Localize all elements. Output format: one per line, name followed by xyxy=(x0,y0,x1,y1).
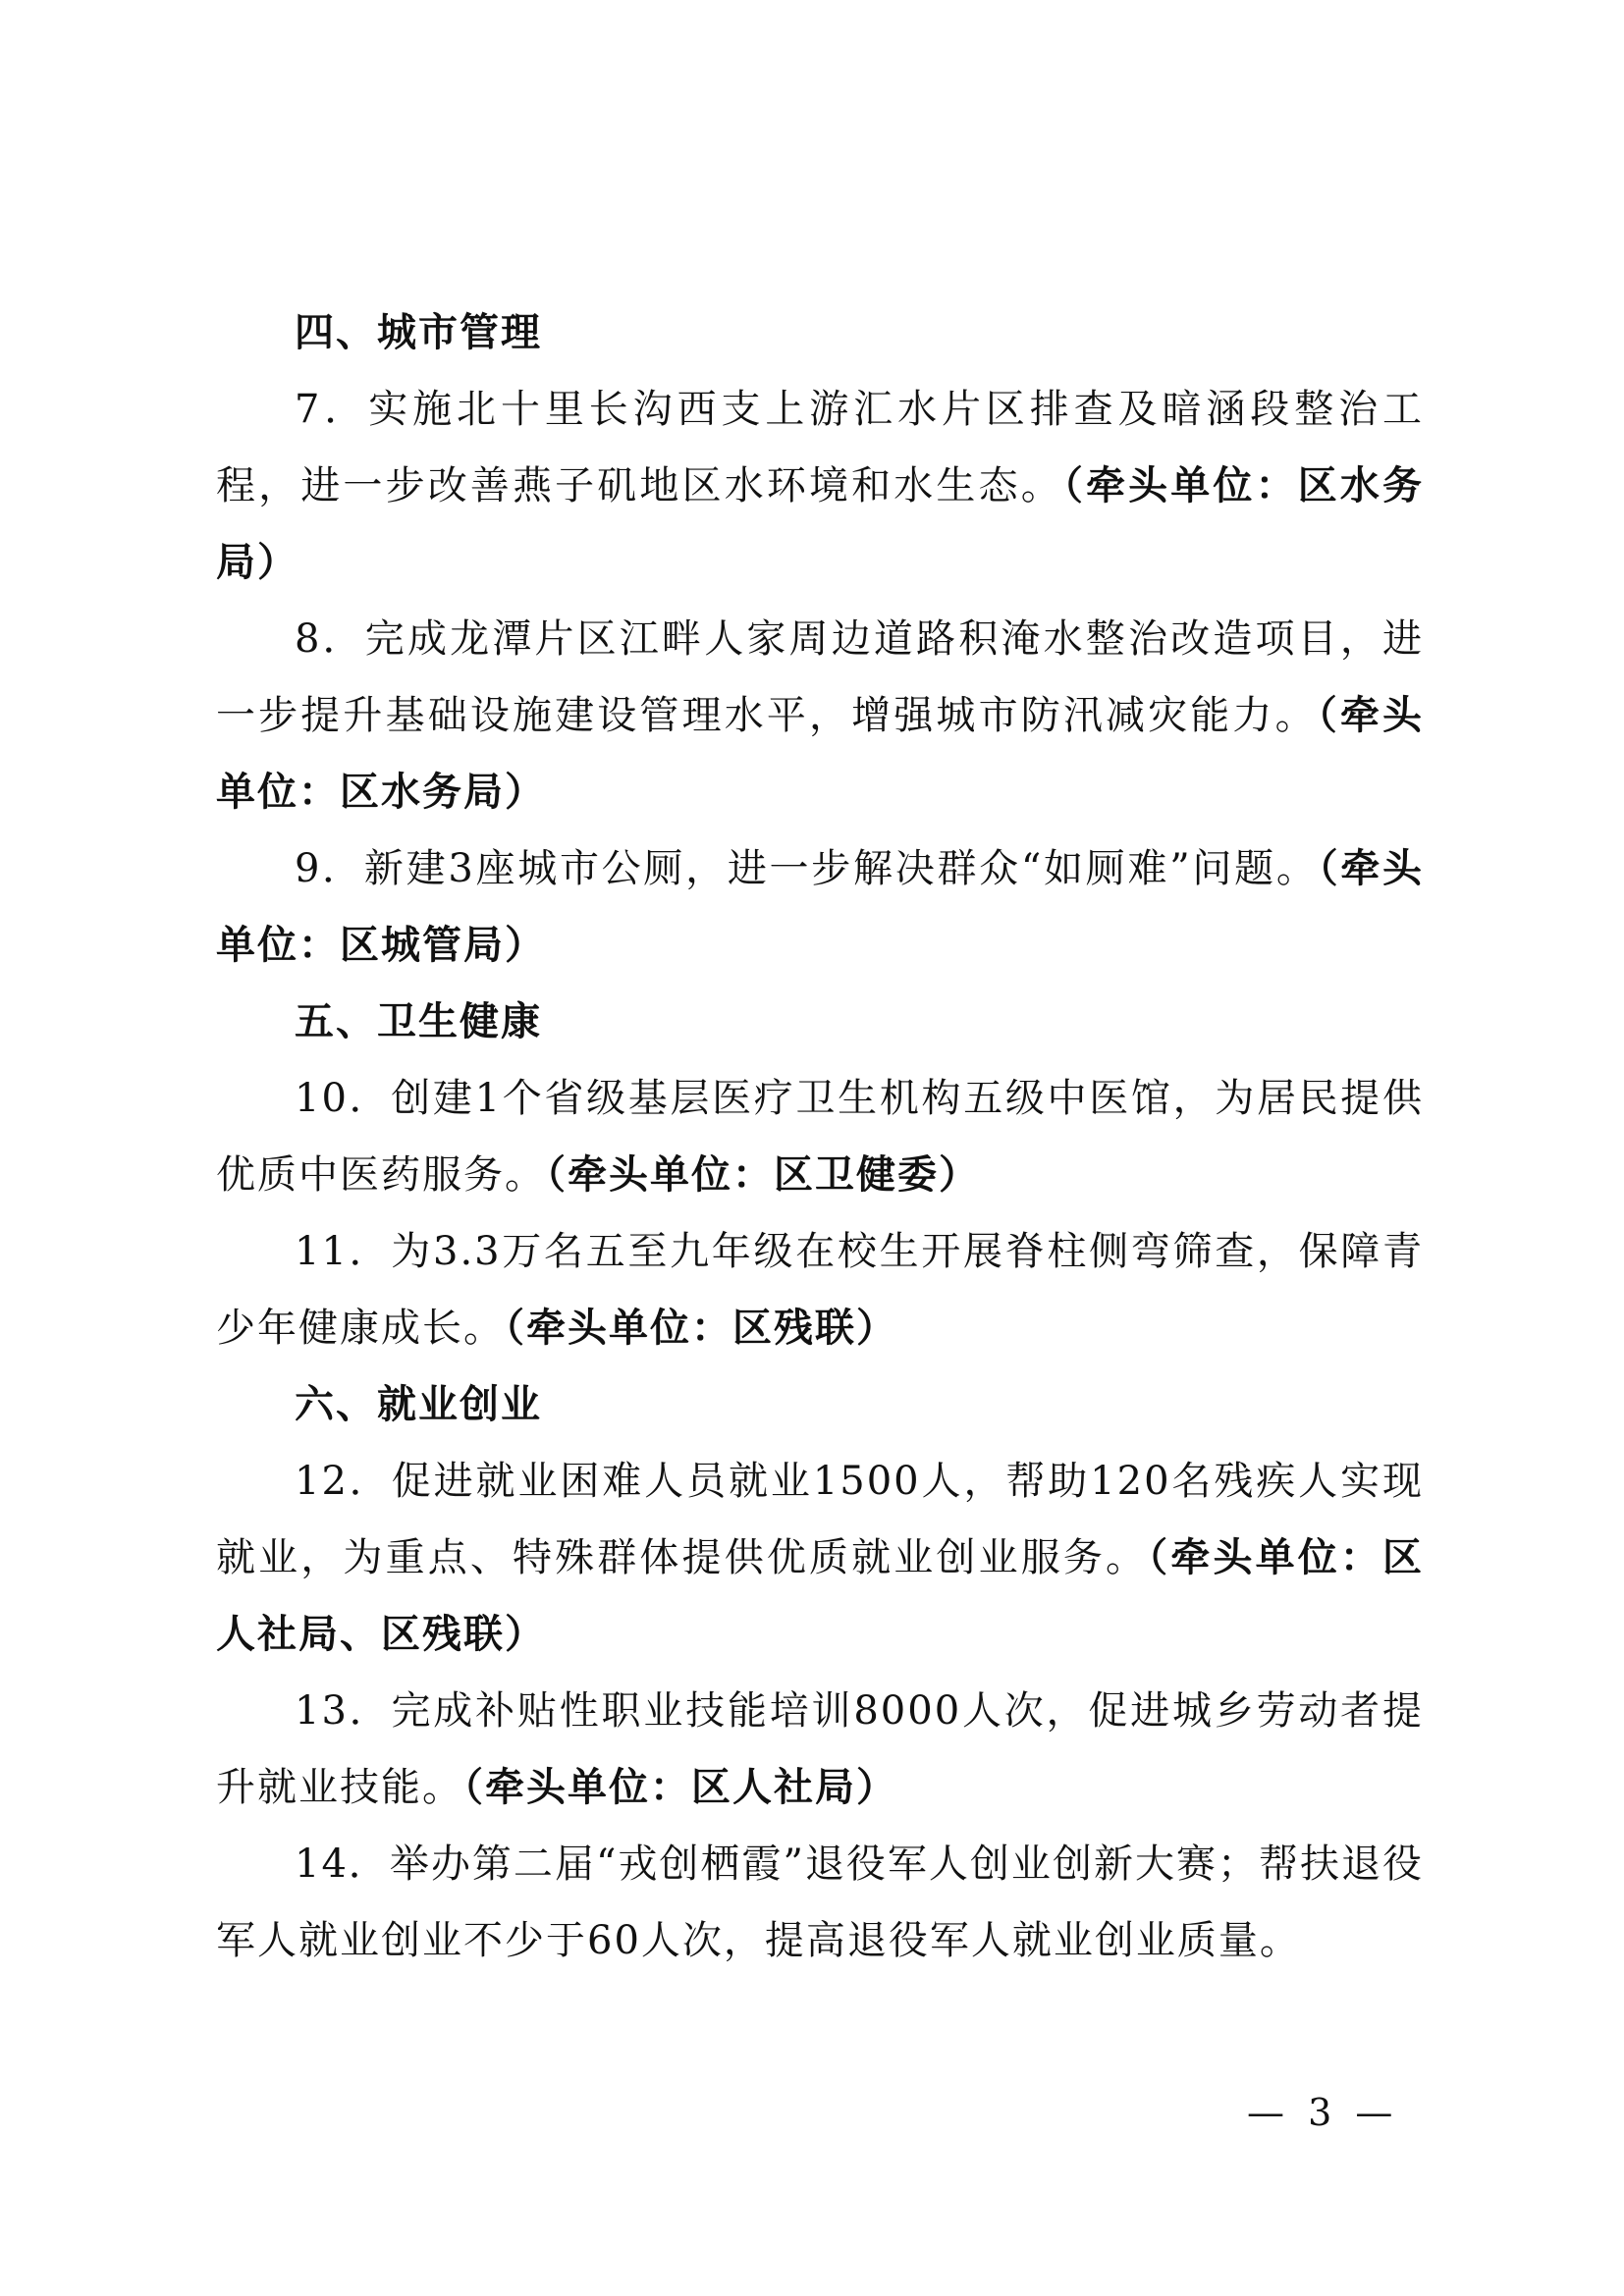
item-text: 9．新建3座城市公厕，进一步解决群众“如厕难”问题。 xyxy=(295,846,1319,891)
list-item xyxy=(216,601,1424,830)
list-item xyxy=(216,371,1424,601)
list-item xyxy=(216,830,1424,984)
item-text: 10．创建1个省级基层医疗卫生机构五级中医馆，为居民提供优质中医药服务。 xyxy=(216,1076,1424,1198)
lead-unit: （牵头单位：区水务局） xyxy=(216,693,1425,815)
lead-unit: （牵头单位：区城管局） xyxy=(216,846,1425,968)
item-text: 14．举办第二届“戎创栖霞”退役军人创业创新大赛；帮扶退役军人就业创业不少于60人次，提高退役军人就业创业质量。 xyxy=(216,1842,1424,1963)
list-item xyxy=(216,1060,1424,1213)
section-heading: 五、卫生健康 xyxy=(295,999,542,1044)
lead-unit: （牵头单位：区人社局、区残联） xyxy=(216,1535,1425,1657)
item-text: 13．完成补贴性职业技能培训8000人次，促进城乡劳动者提升就业技能。 xyxy=(216,1688,1424,1810)
lead-unit: （牵头单位：区人社局） xyxy=(463,1765,897,1810)
list-item xyxy=(216,1826,1424,1979)
lead-unit: （牵头单位：区卫健委） xyxy=(546,1152,980,1198)
lead-unit: （牵头单位：区水务局） xyxy=(216,463,1425,585)
lead-unit: （牵头单位：区残联） xyxy=(505,1306,897,1351)
page-number: — 3 — xyxy=(1247,2091,1399,2134)
item-text: 7．实施北十里长沟西支上游汇水片区排查及暗涵段整治工程，进一步改善燕子矶地区水环境和水生态。 xyxy=(216,387,1424,508)
document-body xyxy=(216,294,1424,1979)
list-item xyxy=(216,1673,1424,1826)
list-item xyxy=(216,1443,1424,1673)
list-item xyxy=(216,1213,1424,1366)
item-text: 12．促进就业困难人员就业1500人，帮助120名残疾人实现就业，为重点、特殊群体提供优质就业创业服务。 xyxy=(216,1459,1424,1580)
section-heading: 四、城市管理 xyxy=(295,310,542,355)
section-heading: 六、就业创业 xyxy=(295,1382,542,1427)
item-text: 11．为3.3万名五至九年级在校生开展脊柱侧弯筛查，保障青少年健康成长。 xyxy=(216,1229,1424,1351)
item-text: 8．完成龙潭片区江畔人家周边道路积淹水整治改造项目，进一步提升基础设施建设管理水平，增强城市防汛减灾能力。 xyxy=(216,616,1424,738)
